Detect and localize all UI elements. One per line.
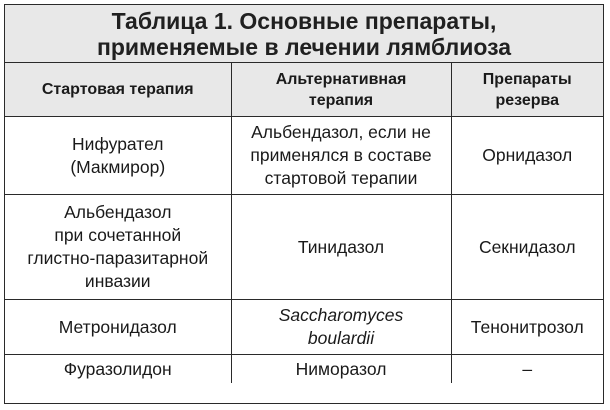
table-row <box>5 195 603 300</box>
cell-text: (Макмирор) <box>70 156 166 177</box>
cell-start-therapy <box>5 117 231 195</box>
table-title <box>5 5 603 63</box>
cell-text: boulardii <box>307 328 375 348</box>
cell-text: Нифурател <box>72 133 164 154</box>
cell-text: Ниморазол <box>295 358 387 379</box>
header-reserve-drugs <box>451 63 603 117</box>
cell-text: Орнидазол <box>482 145 573 165</box>
cell-start-therapy <box>5 355 231 384</box>
header-alternative-line-2: терапия <box>308 91 374 109</box>
table-title-line-1: Таблица 1. Основные препараты, <box>111 8 497 34</box>
cell-alternative-therapy <box>231 355 451 384</box>
cell-start-therapy <box>5 195 231 300</box>
cell-start-therapy <box>5 300 231 355</box>
cell-text: – <box>522 358 533 379</box>
cell-reserve-drug <box>451 355 603 384</box>
cell-text: Секнидазол <box>478 236 576 257</box>
header-reserve-line-2: резерва <box>495 91 560 109</box>
header-start-therapy-text: Стартовая терапия <box>41 81 194 98</box>
drug-table-frame <box>4 4 604 404</box>
cell-alternative-therapy <box>231 117 451 195</box>
table-row <box>5 300 603 355</box>
table-row <box>5 117 603 195</box>
cell-text: стартовой терапии <box>264 168 418 188</box>
cell-reserve-drug <box>451 117 603 195</box>
header-alternative-line-1: Альтернативная <box>275 70 407 88</box>
cell-text: Фуразолидон <box>63 358 172 379</box>
cell-text: глистно-паразитарной <box>27 248 209 268</box>
cell-text: Метронидазол <box>58 316 177 337</box>
header-start-therapy <box>5 63 231 117</box>
cell-text: при сочетанной <box>54 225 182 245</box>
cell-reserve-drug <box>451 195 603 300</box>
cell-text: Saccharomyces <box>278 305 404 325</box>
cell-text: инвазии <box>84 271 151 291</box>
header-reserve-line-1: Препараты <box>482 70 572 88</box>
cell-alternative-therapy <box>231 300 451 355</box>
cell-text: Альбендазол <box>64 202 172 222</box>
cell-alternative-therapy <box>231 195 451 300</box>
header-alternative-therapy <box>231 63 451 117</box>
table-header-row <box>5 63 603 117</box>
cell-reserve-drug <box>451 300 603 355</box>
cell-text: применялся в составе <box>250 145 432 165</box>
cell-text: Тинидазол <box>297 236 385 257</box>
table-row <box>5 355 603 384</box>
table-title-line-2: применяемые в лечении лямблиоза <box>96 34 512 60</box>
cell-text: Тенонитрозол <box>470 316 584 337</box>
cell-text: Альбендазол, если не <box>251 122 431 142</box>
drug-table <box>5 63 603 383</box>
